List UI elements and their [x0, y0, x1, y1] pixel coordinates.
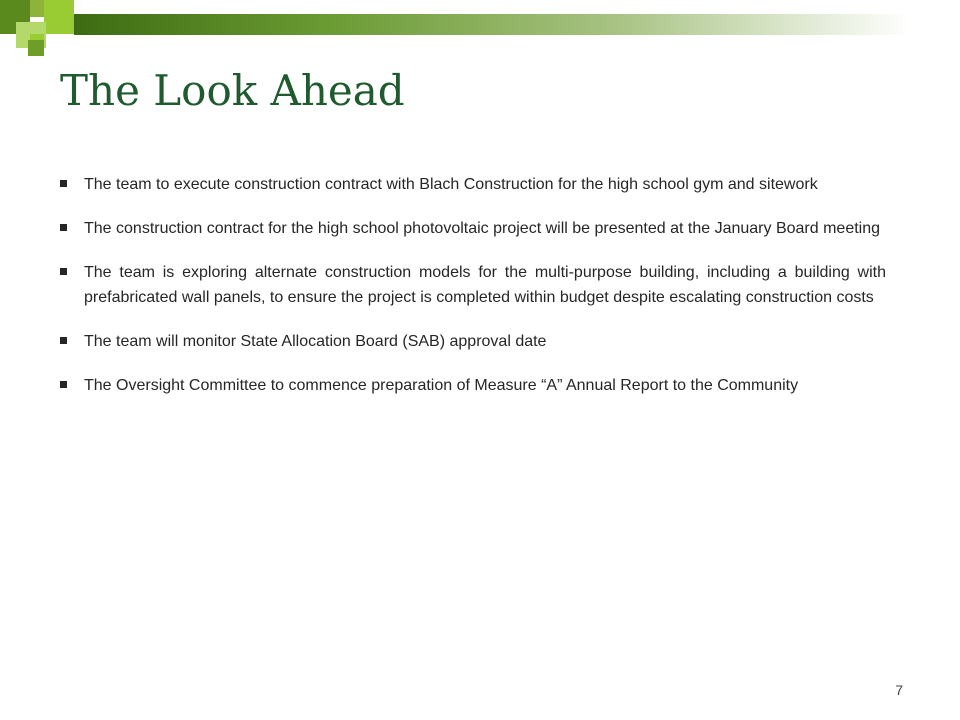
square-bullet-icon — [60, 381, 67, 388]
bullet-item — [60, 216, 886, 241]
bullet-text: The construction contract for the high school photovoltaic project will be presented at the January Board meeting — [84, 220, 881, 237]
decorative-square — [44, 0, 74, 34]
bullet-text: The team is exploring alternate construction models for the multi-purpose building, including a building with prefabricated wall panels, to ensure the project is completed within budget despite escalating construction costs — [84, 264, 886, 306]
bullet-text: The Oversight Committee to commence preparation of Measure “A” Annual Report to the Community — [84, 377, 799, 394]
decorative-square — [28, 40, 44, 56]
header-gradient-bar — [74, 14, 910, 35]
bullet-text: The team to execute construction contract with Blach Construction for the high school gym and sitework — [84, 176, 818, 193]
page-number: 7 — [895, 682, 903, 698]
bullet-list — [60, 172, 886, 417]
bullet-item — [60, 260, 886, 310]
square-bullet-icon — [60, 337, 67, 344]
square-bullet-icon — [60, 224, 67, 231]
square-bullet-icon — [60, 180, 67, 187]
slide-title: The Look Ahead — [60, 66, 405, 115]
bullet-item — [60, 172, 886, 197]
bullet-text: The team will monitor State Allocation Board (SAB) approval date — [84, 333, 547, 350]
bullet-item — [60, 329, 886, 354]
square-bullet-icon — [60, 268, 67, 275]
bullet-item — [60, 373, 886, 398]
